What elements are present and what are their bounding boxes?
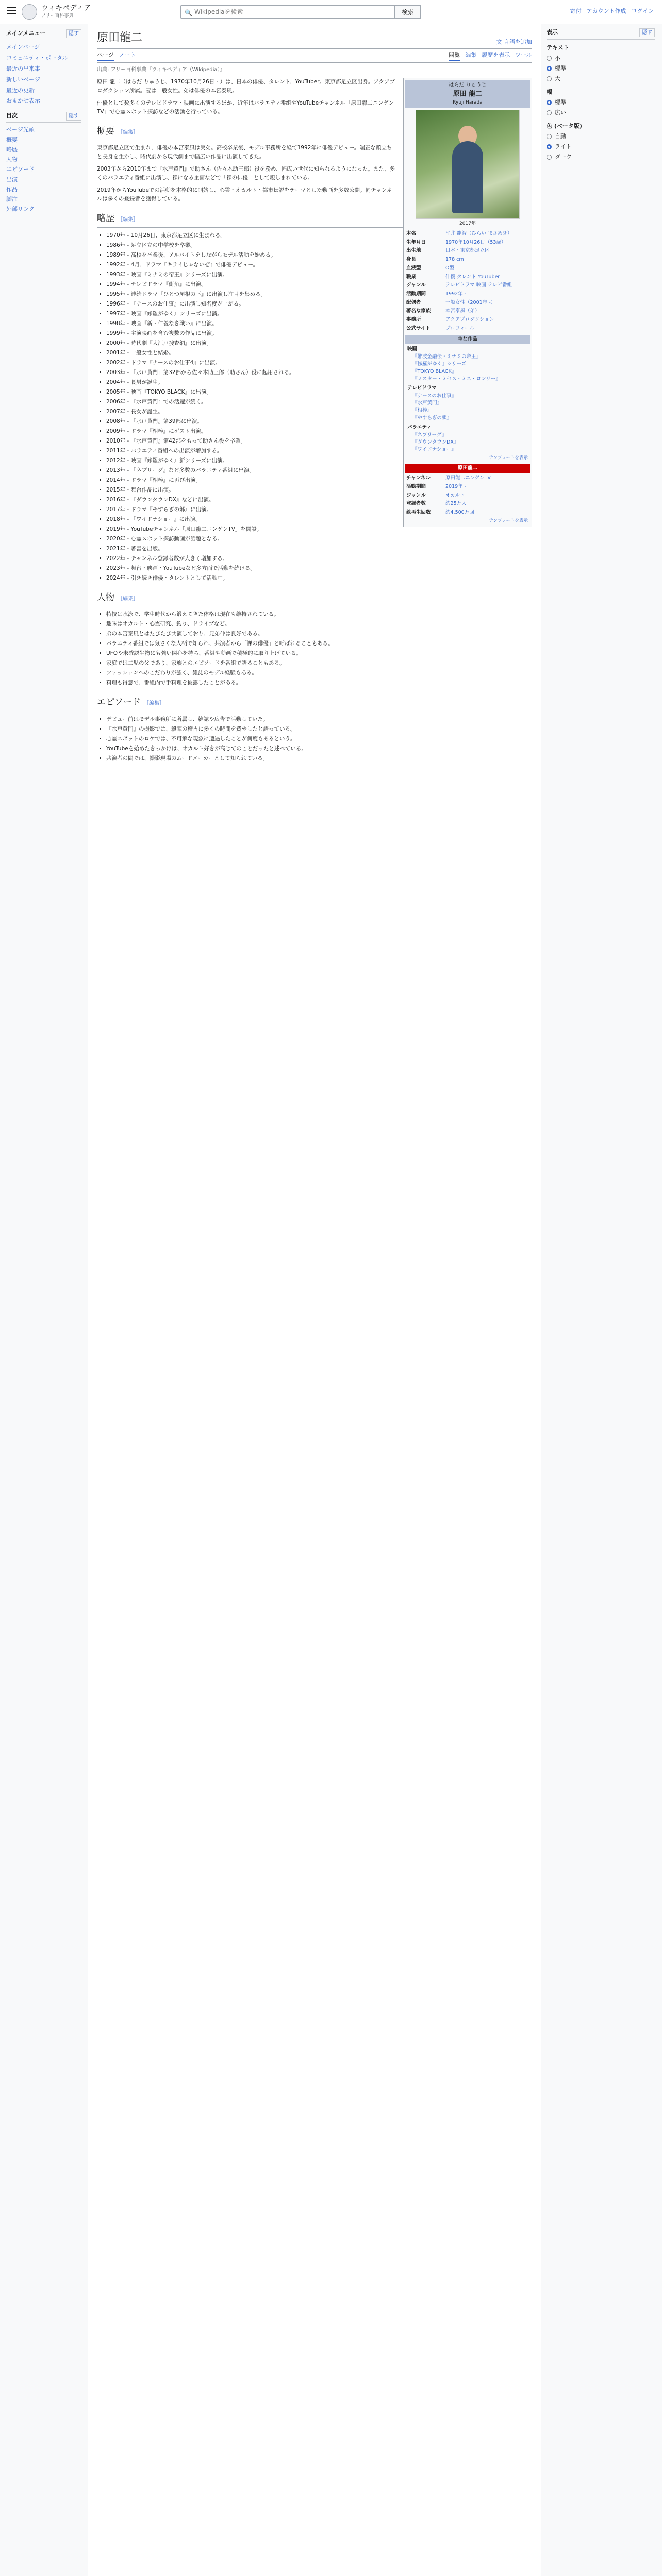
career-item: • 1994年 - テレビドラマ『街角』に出演。 — [106, 280, 532, 289]
works-header: 主な作品 — [405, 335, 530, 344]
toc-item[interactable]: 人物 — [6, 156, 18, 163]
infobox-key: 職業 — [406, 274, 417, 280]
career-item: • 1998年 - 映画『新・仁義なき戦い』に出演。 — [106, 319, 532, 328]
infobox-key: 著名な家族 — [406, 308, 431, 314]
infobox-row — [405, 273, 530, 282]
toc-item[interactable]: ページ先頭 — [6, 126, 35, 133]
person-item: • バラエティ番組では気さくな人柄で知られ、共演者から「裸の俳優」と呼ばれることもある。 — [106, 639, 532, 648]
infobox-row — [405, 256, 530, 264]
career-item: • 1995年 - 連続ドラマ『ひとつ屋根の下』に出演し注目を集める。 — [106, 290, 532, 299]
career-item: • 2013年 - 『ネプリーグ』など多数のバラエティ番組に出演。 — [106, 466, 532, 475]
text-size-option[interactable] — [547, 54, 655, 64]
infobox-value[interactable]: 一般女性（2001年 -） — [445, 299, 496, 306]
career-item: • 1970年 - 10月26日、東京都足立区に生まれる。 — [106, 231, 532, 240]
nav-current-events[interactable]: 最近の出来事 — [6, 65, 40, 72]
works-list — [405, 393, 530, 423]
career-item: • 2000年 - 時代劇『大江戸捜査網』に出演。 — [106, 339, 532, 348]
work-link[interactable]: 『相棒』 — [412, 408, 433, 414]
career-item: • 2018年 - 『ワイドナショー』に出演。 — [106, 515, 532, 524]
works-list — [405, 432, 530, 455]
search-icon: 🔍 — [185, 9, 192, 16]
career-item: • 1996年 - 『ナースのお仕事』に出演し知名度が上がる。 — [106, 300, 532, 309]
career-item: • 2001年 - 一般女性と結婚。 — [106, 349, 532, 358]
search-input[interactable] — [180, 5, 395, 19]
work-link[interactable]: 『ダウンタウンDX』 — [412, 439, 459, 445]
work-link[interactable]: 『TOKYO BLACK』 — [412, 368, 457, 375]
tab-read[interactable]: 閲覧 — [449, 51, 460, 61]
works-category: バラエティ — [407, 424, 432, 430]
login-link[interactable]: ログイン — [631, 8, 654, 14]
nav-community-portal[interactable]: コミュニティ・ポータル — [6, 54, 68, 61]
nav-main-page[interactable]: メインページ — [6, 44, 40, 50]
infobox-row — [405, 230, 530, 239]
infobox-value[interactable]: プロフィール — [445, 325, 475, 331]
width-label: 幅 — [547, 88, 552, 95]
toc-hide-button[interactable]: 隠す — [66, 112, 81, 121]
career-item: • 2010年 - 『水戸黄門』第42部をもって助さん役を卒業。 — [106, 437, 532, 446]
edit-link[interactable]: ［編集］ — [118, 129, 138, 135]
career-item: • 2014年 - ドラマ『相棒』に再び出演。 — [106, 476, 532, 485]
infobox-row — [405, 239, 530, 247]
main-menu-icon[interactable] — [7, 7, 16, 14]
site-header — [0, 0, 662, 24]
page-tabs — [97, 49, 532, 63]
infobox-key: 身長 — [406, 257, 417, 263]
site-tagline: フリー百科事典 — [41, 13, 74, 19]
width-option[interactable] — [547, 97, 655, 108]
career-item: • 2023年 - 舞台・映画・YouTubeなど多方面で活動を続ける。 — [106, 564, 532, 573]
career-item: • 2021年 - 著書を出版。 — [106, 545, 532, 553]
toc-item[interactable]: 脚注 — [6, 196, 18, 203]
episode-item: • YouTubeを始めたきっかけは、オカルト好きが高じてのことだったと述べている。 — [106, 744, 532, 753]
infobox-value[interactable]: O型 — [445, 265, 454, 271]
wikipedia-globe-icon — [22, 4, 37, 20]
career-item: • 1992年 - 4月、ドラマ『キライじゃないぜ』で俳優デビュー。 — [106, 261, 532, 269]
text-size-option[interactable] — [547, 63, 655, 74]
create-account-link[interactable]: アカウント作成 — [586, 8, 626, 14]
career-item: • 2007年 - 長女が誕生。 — [106, 408, 532, 416]
infobox-roman: Ryuji Harada — [453, 100, 483, 106]
main-menu-title: メインメニュー — [6, 30, 46, 37]
site-name: ウィキペディア — [41, 4, 91, 12]
donate-link[interactable]: 寄付 — [570, 8, 582, 14]
episode-list — [97, 715, 532, 763]
youtube-row — [405, 509, 530, 517]
infobox-row — [405, 316, 530, 325]
youtube-key: チャンネル — [406, 475, 431, 481]
article — [88, 24, 541, 2576]
toc-item[interactable]: 出演 — [6, 176, 18, 183]
width-option[interactable] — [547, 108, 655, 118]
search-button[interactable]: 検索 — [395, 5, 421, 19]
episode-item: • 心霊スポットのロケでは、不可解な現象に遭遇したことが何度もあるという。 — [106, 735, 532, 743]
text-size-option-label: 大 — [555, 75, 560, 82]
infobox-value[interactable]: テレビドラマ 映画 テレビ番組 — [445, 282, 512, 289]
overview-paragraph: 2003年から2010年まで『水戸黄門』で助さん（佐々木助三郎）役を務め、幅広い世代に知られるようになった。また、多くのバラエティ番組に出演し、裸になる企画などで「裸の俳優」として親しまれている。 — [97, 166, 395, 181]
table-of-contents — [6, 112, 81, 214]
section-heading-person: 人物 ［編集］ — [97, 591, 532, 607]
toc-item[interactable]: 作品 — [6, 185, 18, 193]
career-item: • 2002年 - ドラマ『ナースのお仕事4』に出演。 — [106, 359, 532, 367]
nav-random[interactable]: おまかせ表示 — [6, 97, 40, 105]
episode-item: • 『水戸黄門』の撮影では、殺陣の稽古に多くの時間を費やしたと語っている。 — [106, 725, 532, 734]
career-item: • 2019年 - YouTubeチャンネル「原田龍二ニンゲンTV」を開設。 — [106, 525, 532, 534]
appearance-hide-button[interactable]: 隠す — [639, 28, 655, 37]
infobox-row — [405, 325, 530, 333]
radio-icon[interactable] — [547, 155, 552, 160]
infobox-key: 公式サイト — [406, 325, 431, 331]
youtube-value[interactable]: 約25万人 — [445, 501, 467, 507]
career-item: • 2024年 - 引き続き俳優・タレントとして活動中。 — [106, 574, 532, 583]
overview-paragraph: 2019年からYouTubeでの活動を本格的に開始し、心霊・オカルト・都市伝説をテーマとした動画を多数公開。同チャンネルは多くの登録者を獲得している。 — [97, 187, 392, 202]
wikipedia-logo[interactable] — [22, 4, 91, 20]
tab-edit[interactable]: 編集 — [465, 52, 477, 58]
infobox-key: 出生地 — [406, 248, 421, 254]
portrait-image[interactable] — [416, 110, 520, 219]
edit-link[interactable]: ［編集］ — [118, 217, 138, 223]
color-option[interactable] — [547, 142, 655, 152]
toc-title: 目次 — [6, 112, 18, 120]
career-item: • 2016年 - 『ダウンタウンDX』などに出演。 — [106, 496, 532, 504]
career-item: • 2005年 - 映画『TOKYO BLACK』に出演。 — [106, 388, 532, 397]
search-form — [180, 5, 421, 19]
nav-recent-changes[interactable]: 最近の更新 — [6, 87, 35, 94]
infobox-key: ジャンル — [406, 282, 426, 289]
work-link[interactable]: 『水戸黄門』 — [412, 400, 442, 406]
tab-history[interactable]: 履歴を表示 — [482, 52, 510, 58]
youtube-row — [405, 474, 530, 483]
infobox-key: 配偶者 — [406, 299, 421, 306]
radio-icon[interactable] — [547, 56, 552, 61]
youtube-value[interactable]: 約4,500万回 — [445, 510, 474, 516]
works-category: 映画 — [407, 346, 418, 352]
edit-link[interactable]: ［編集］ — [144, 701, 164, 707]
language-button[interactable]: 文 言語を追加 — [496, 38, 532, 45]
person-item: • UFOや未確認生物にも強い関心を持ち、番組や動画で積極的に取り上げている。 — [106, 649, 532, 658]
infobox-row — [405, 307, 530, 316]
nav-new-pages[interactable]: 新しいページ — [6, 76, 40, 83]
width-option-label: 標準 — [555, 99, 566, 106]
work-link[interactable]: 『ナースのお仕事』 — [412, 393, 457, 399]
toc-item[interactable]: 略歴 — [6, 146, 18, 153]
main-menu — [6, 29, 81, 107]
career-item: • 1993年 - 映画『ミナミの帝王』シリーズに出演。 — [106, 270, 532, 279]
career-item: • 2009年 - ドラマ『相棒』にゲスト出演。 — [106, 427, 532, 436]
infobox-name: 原田 龍二 — [453, 90, 483, 98]
color-label: 色 (ベータ版) — [547, 122, 582, 129]
career-item: • 2022年 - チャンネル登録者数が大きく増加する。 — [106, 554, 532, 563]
portrait-caption: 2017年 — [459, 221, 476, 227]
radio-icon[interactable] — [547, 144, 552, 149]
works-list — [405, 353, 530, 384]
infobox-key: 事務所 — [406, 317, 421, 323]
person-item: • 趣味はオカルト・心霊研究、釣り、ドライブなど。 — [106, 620, 532, 629]
infobox-key: 血液型 — [406, 265, 421, 271]
infobox-value[interactable]: 平井 龍智（ひらい まさあき） — [445, 231, 512, 237]
work-link[interactable]: 『ワイドナショー』 — [412, 447, 456, 453]
career-item: • 1986年 - 足立区立の中学校を卒業。 — [106, 241, 532, 250]
youtube-header: 原田龍二 — [405, 464, 530, 473]
section-heading-career: 略歴 ［編集］ — [97, 212, 532, 228]
radio-icon[interactable] — [547, 66, 552, 71]
work-link[interactable]: 『ミスター・ミセス・ミス・ロンリー』 — [412, 376, 501, 382]
person-list — [97, 610, 532, 687]
youtube-value[interactable]: 2019年 - — [445, 483, 467, 489]
toc-item[interactable]: 外部リンク — [6, 206, 35, 213]
youtube-key: ジャンル — [406, 492, 426, 498]
main-menu-hide-button[interactable]: 隠す — [66, 29, 81, 38]
color-option[interactable] — [547, 152, 655, 162]
page-title: 原田龍二 — [97, 31, 143, 44]
work-link[interactable]: 『やすらぎの郷』 — [412, 415, 452, 421]
tab-tools[interactable]: ツール — [515, 52, 532, 58]
edit-link[interactable]: ［編集］ — [118, 596, 138, 602]
left-sidebar — [0, 24, 88, 219]
infobox-value[interactable]: 1992年 - — [445, 291, 467, 297]
color-option-label: ダーク — [555, 154, 572, 161]
career-item: • 1997年 - 映画『修羅がゆく』シリーズに出演。 — [106, 310, 532, 318]
career-item: • 2020年 - 心霊スポット探訪動画が話題となる。 — [106, 535, 532, 544]
radio-icon[interactable] — [547, 134, 552, 139]
works-category: テレビドラマ — [407, 385, 437, 392]
text-size-option-label: 小 — [555, 55, 560, 62]
toc-item[interactable]: 概要 — [6, 136, 18, 143]
infobox-value[interactable]: 178 cm — [445, 257, 464, 263]
youtube-row — [405, 483, 530, 492]
infobox-row — [405, 290, 530, 299]
youtube-value[interactable]: オカルト — [445, 492, 465, 498]
tab-page[interactable]: ページ — [97, 51, 114, 61]
template-link[interactable]: テンプレートを表示 — [489, 455, 528, 461]
youtube-key: 登録者数 — [406, 501, 426, 507]
episode-item: • 共演者の間では、撮影現場のムードメーカーとして知られている。 — [106, 754, 532, 763]
infobox-key: 本名 — [406, 231, 417, 237]
youtube-key: 活動期間 — [406, 483, 426, 489]
text-size-option[interactable] — [547, 74, 655, 84]
career-item: • 2011年 - バラエティ番組への出演が増加する。 — [106, 447, 532, 455]
infobox-row — [405, 281, 530, 290]
infobox-key: 生年月日 — [406, 239, 426, 245]
infobox — [403, 78, 532, 527]
infobox-value[interactable]: 本宮泰風（弟） — [445, 308, 480, 314]
tab-talk[interactable]: ノート — [119, 52, 136, 58]
person-item: • 特技は水泳で、学生時代から鍛えてきた体格は現在も維持されている。 — [106, 610, 532, 619]
person-item: • 料理も得意で、番組内で手料理を披露したことがある。 — [106, 679, 532, 687]
infobox-row — [405, 299, 530, 308]
work-link[interactable]: 『修羅がゆく』シリーズ — [412, 361, 467, 367]
career-item: • 2006年 - 『水戸黄門』での活躍が続く。 — [106, 398, 532, 406]
article-body — [97, 78, 532, 763]
overview-paragraph: 東京都足立区で生まれ、俳優の本宮泰風は実弟。高校卒業後、モデル事務所を経て1992年に俳優デビュー。端正な顔立ちと長身を生かし、時代劇から現代劇まで幅広い作品に出演してきた。 — [97, 145, 392, 160]
color-option[interactable] — [547, 131, 655, 142]
text-size-label: テキスト — [547, 44, 569, 51]
intro-paragraph: 原田 龍二（はらだ りゅうじ、1970年10月26日 - ）は、日本の俳優、タレント、YouTuber。東京都足立区出身。アクアプロダクション所属。妻は一般女性。弟は俳優の本宮泰風。 — [97, 78, 395, 94]
career-item: • 2008年 - 『水戸黄門』第39部に出演。 — [106, 417, 532, 426]
career-item: • 2017年 - ドラマ『やすらぎの郷』に出演。 — [106, 505, 532, 514]
infobox-value[interactable]: 日本・東京都足立区 — [445, 248, 490, 254]
career-item: • 2004年 - 長男が誕生。 — [106, 378, 532, 387]
text-size-option-label: 標準 — [555, 65, 566, 72]
work-link[interactable]: 『ネプリーグ』 — [412, 432, 447, 438]
infobox-kana: はらだ りゅうじ — [449, 82, 487, 88]
youtube-value[interactable]: 原田龍二ニンゲンTV — [445, 475, 491, 481]
radio-icon[interactable] — [547, 100, 552, 105]
infobox-key: 活動期間 — [406, 291, 426, 297]
youtube-row — [405, 492, 530, 500]
career-item: • 1999年 - 主演映画を含む複数の作品に出演。 — [106, 329, 532, 338]
youtube-key: 総再生回数 — [406, 510, 431, 516]
career-item: • 2012年 - 映画『修羅がゆく』新シリーズに出演。 — [106, 456, 532, 465]
radio-icon[interactable] — [547, 110, 552, 115]
career-item: • 1989年 - 高校を卒業後、アルバイトをしながらモデル活動を始める。 — [106, 251, 532, 260]
career-item: • 2015年 - 舞台作品に出演。 — [106, 486, 532, 495]
person-item: • ファッションへのこだわりが強く、雑誌のモデル経験もある。 — [106, 669, 532, 677]
color-option-label: ライト — [555, 143, 572, 150]
infobox-row — [405, 247, 530, 256]
episode-item: • デビュー前はモデル事務所に所属し、雑誌や広告で活動していた。 — [106, 715, 532, 724]
infobox-row — [405, 264, 530, 273]
template-link[interactable]: テンプレートを表示 — [489, 518, 528, 523]
section-heading-episode: エピソード ［編集］ — [97, 696, 532, 711]
career-item: • 2003年 - 『水戸黄門』第32部から佐々木助三郎（助さん）役に起用される。 — [106, 368, 532, 377]
person-item: • 家庭では二児の父であり、家族とのエピソードを番組で語ることもある。 — [106, 659, 532, 668]
infobox-value[interactable]: 俳優 タレント YouTuber — [445, 274, 500, 280]
section-heading-overview: 概要 ［編集］ — [97, 125, 532, 141]
appearance-title: 表示 — [547, 29, 558, 36]
youtube-row — [405, 500, 530, 509]
toc-item[interactable]: エピソード — [6, 166, 35, 173]
radio-icon[interactable] — [547, 76, 552, 81]
infobox-value[interactable]: アクアプロダクション — [445, 317, 494, 323]
intro-paragraph: 俳優として数多くのテレビドラマ・映画に出演するほか、近年はバラエティ番組やYouTubeチャンネル「原田龍二ニンゲンTV」で心霊スポット探訪などの活動を行っている。 — [97, 99, 394, 115]
appearance-panel — [547, 24, 655, 162]
personal-tools — [570, 7, 654, 16]
person-item: • 弟の本宮泰風とはたびたび共演しており、兄弟仲は良好である。 — [106, 630, 532, 638]
infobox-value[interactable]: 1970年10月26日（53歳） — [445, 239, 506, 245]
color-option-label: 自動 — [555, 133, 566, 140]
work-link[interactable]: 『難波金融伝・ミナミの帝王』 — [412, 354, 482, 360]
article-source-note: 出典: フリー百科事典『ウィキペディア（Wikipedia）』 — [97, 66, 225, 73]
width-option-label: 広い — [555, 109, 566, 116]
